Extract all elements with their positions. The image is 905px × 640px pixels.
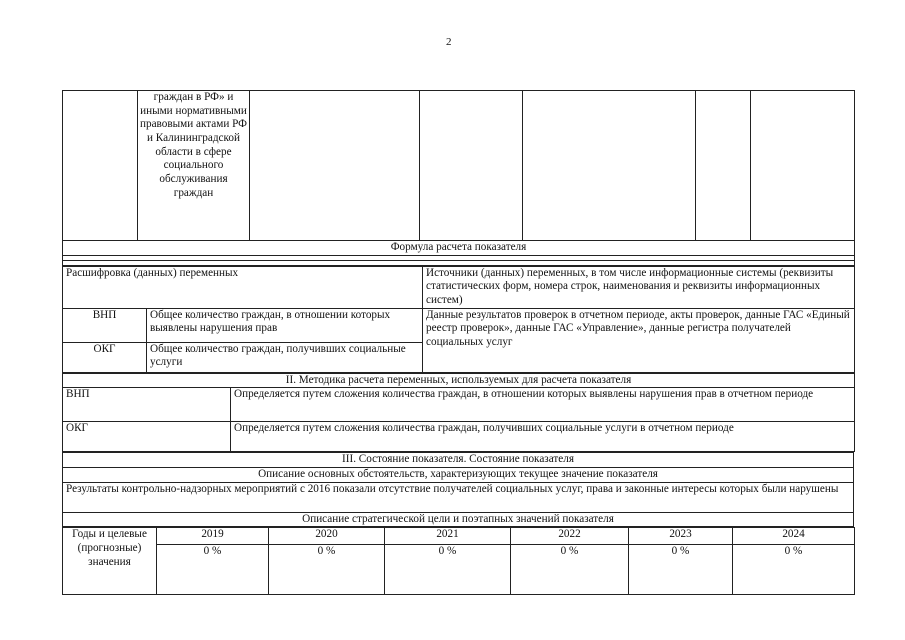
methodology-table — [62, 373, 855, 453]
goal-year: 2020 — [269, 528, 385, 545]
goals-table — [62, 527, 855, 595]
variable-description: Общее количество граждан, в отношении которых выявлены нарушения прав — [147, 308, 423, 342]
goal-value: 0 % — [629, 545, 733, 595]
legal-acts-cell: граждан в РФ» и иными нормативными правовыми актами РФ и Калининградской области в сфере социального обслуживания граждан — [138, 91, 250, 241]
goals-header: Описание стратегической цели и поэтапных значений показателя — [63, 512, 854, 527]
state-table — [62, 452, 854, 527]
goal-value: 0 % — [511, 545, 629, 595]
empty-cell — [523, 91, 696, 241]
continuation-table — [62, 90, 855, 266]
variable-code: ОКГ — [63, 342, 147, 372]
state-header: III. Состояние показателя. Состояние показателя — [63, 453, 854, 468]
goal-value: 0 % — [269, 545, 385, 595]
goal-year: 2023 — [629, 528, 733, 545]
empty-cell — [751, 91, 855, 241]
variables-left-header: Расшифровка (данных) переменных — [63, 266, 423, 308]
empty-cell — [63, 91, 138, 241]
empty-cell — [250, 91, 420, 241]
goal-value: 0 % — [385, 545, 511, 595]
variables-sources: Данные результатов проверок в отчетном периоде, акты проверок, данные ГАС «Единый реестр проверок», данные ГАС «Управление», данные регистра получателей социальных услуг — [423, 308, 855, 372]
formula-header: Формула расчета показателя — [63, 241, 855, 256]
method-text: Определяется путем сложения количества граждан, в отношении которых выявлены нарушения прав в отчетном периоде — [231, 388, 855, 422]
variable-description: Общее количество граждан, получивших социальные услуги — [147, 342, 423, 372]
method-code: ОКГ — [63, 422, 231, 452]
variables-right-header: Источники (данных) переменных, в том числе информационные системы (реквизиты статистических форм, номера строк, наименования и реквизиты информационных систем) — [423, 266, 855, 308]
goal-year: 2024 — [733, 528, 855, 545]
methodology-header: II. Методика расчета переменных, используемых для расчета показателя — [63, 373, 855, 388]
variable-code: ВНП — [63, 308, 147, 342]
goal-year: 2021 — [385, 528, 511, 545]
page-number: 2 — [446, 36, 452, 48]
circumstances-header: Описание основных обстоятельств, характеризующих текущее значение показателя — [63, 467, 854, 482]
goal-value: 0 % — [733, 545, 855, 595]
goal-year: 2019 — [157, 528, 269, 545]
method-text: Определяется путем сложения количества граждан, получивших социальные услуги в отчетном периоде — [231, 422, 855, 452]
method-code: ВНП — [63, 388, 231, 422]
variables-table — [62, 266, 855, 373]
empty-cell — [420, 91, 523, 241]
goals-row-label: Годы и целевые (прогнозные) значения — [63, 528, 157, 595]
goal-year: 2022 — [511, 528, 629, 545]
empty-cell — [696, 91, 751, 241]
indicator-passport-table — [62, 90, 854, 595]
formula-row — [63, 260, 855, 265]
circumstances-text: Результаты контрольно-надзорных мероприятий с 2016 показали отсутствие получателей социальных услуг, права и законные интересы которых были нарушены — [63, 482, 854, 512]
goal-value: 0 % — [157, 545, 269, 595]
